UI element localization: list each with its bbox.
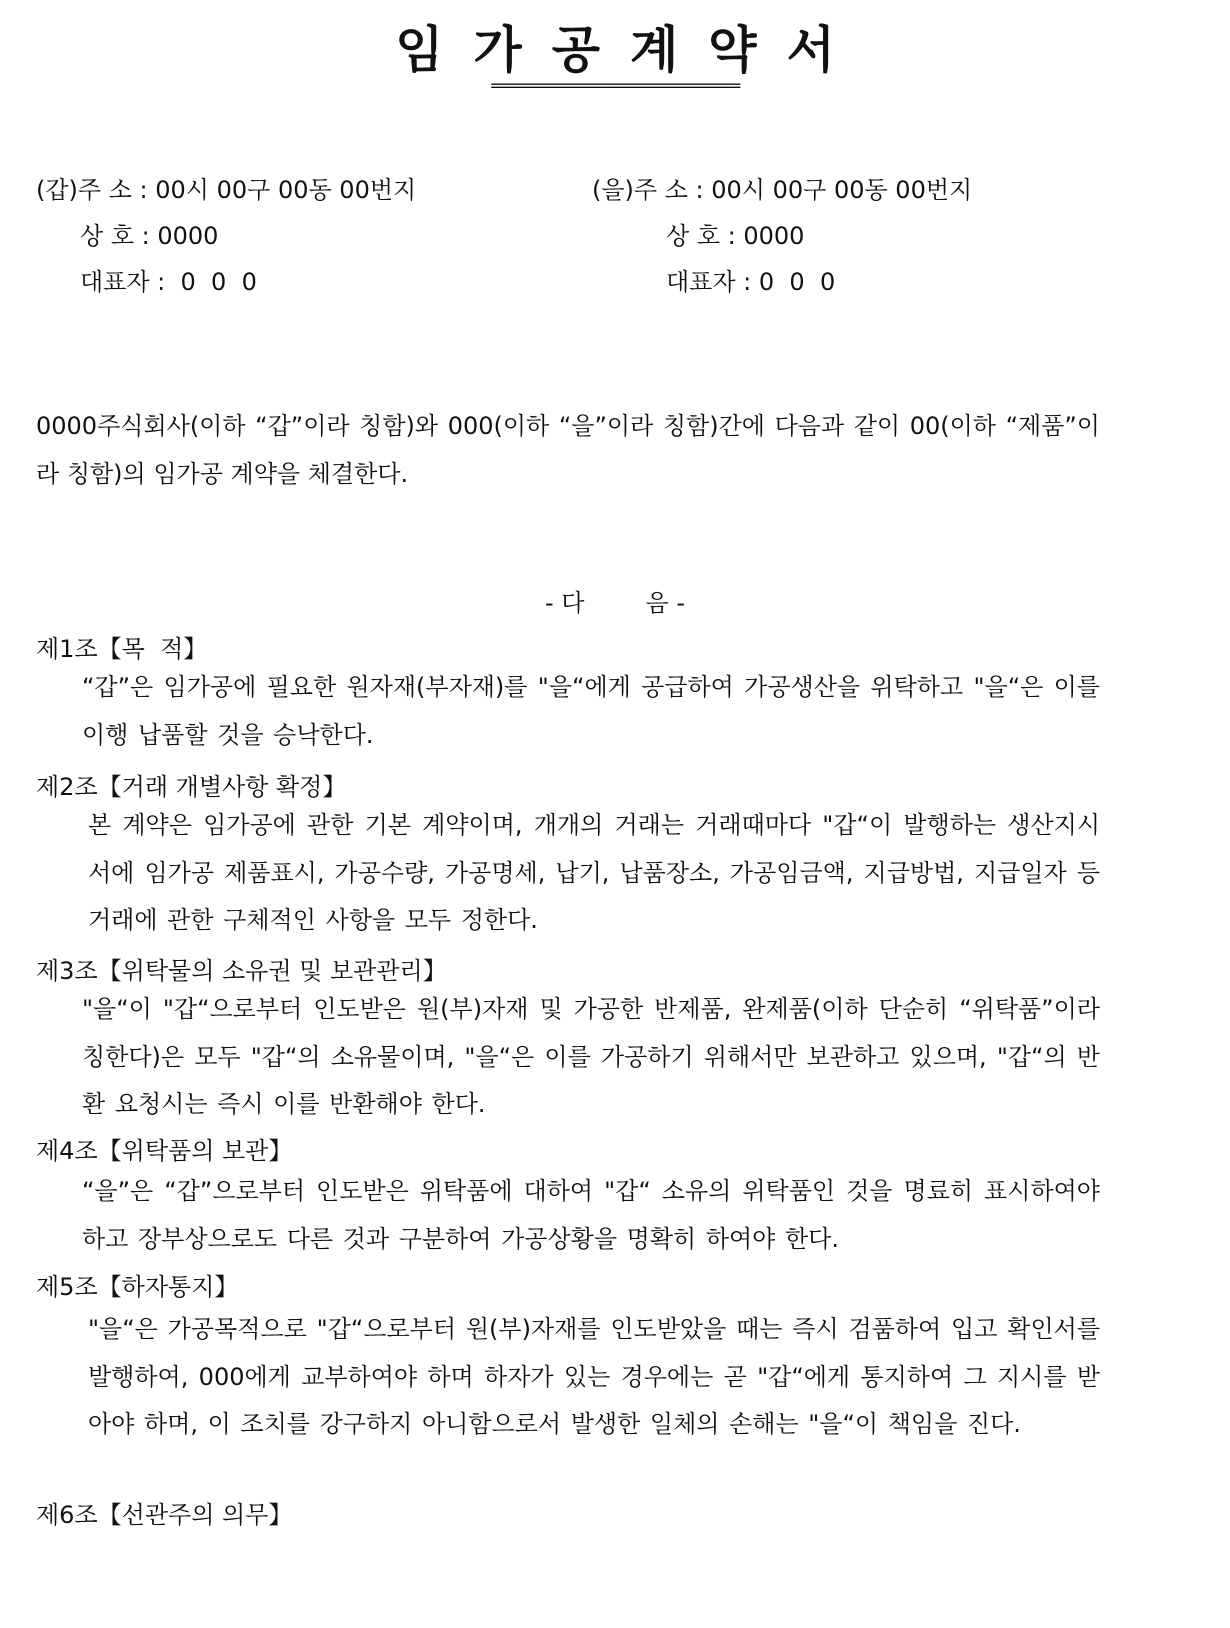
party-a-company: 상 호 : 0000 <box>80 222 219 250</box>
document-title: 임가공계약서 <box>395 21 865 79</box>
article-6-title: 제6조【선관주의 의무】 <box>36 1501 293 1529</box>
party-a-representative: 대표자 : 0 0 0 <box>80 268 257 296</box>
following-heading: - 다 음 - <box>545 589 685 617</box>
article-5-body: "을“은 가공목적으로 "갑“으로부터 원(부)자재를 인도받았을 때는 즉시 검품하여 입고 확인서를 발행하여, 000에게 교부하여야 하며 하자가 있는 경우에는 곧 "갑“에게 통지하여 그 지시를 받아야 하며, 이 조치를 강구하지 아니함으로서 발생한 일체의 손해는 "을“이 책임을 진다. <box>88 1315 1100 1438</box>
party-b-company: 상 호 : 0000 <box>666 222 805 250</box>
article-2-body: 본 계약은 임가공에 관한 기본 계약이며, 개개의 거래는 거래때마다 "갑“이 발행하는 생산지시서에 임가공 제품표시, 가공수량, 가공명세, 납기, 납품장소, 가공임금액, 지급방법, 지급일자 등 거래에 관한 구체적인 사항을 모두 정한다. <box>88 811 1100 934</box>
party-a-address: (갑)주 소 : 00시 00구 00동 00번지 <box>36 176 417 204</box>
article-4-body: “을”은 “갑”으로부터 인도받은 위탁품에 대하여 "갑“ 소유의 위탁품인 것을 명료히 표시하여야 하고 장부상으로도 다른 것과 구분하여 가공상황을 명확히 하여야 한다. <box>82 1177 1100 1253</box>
article-3-body: "을“이 "갑“으로부터 인도받은 원(부)자재 및 가공한 반제품, 완제품(이하 단순히 “위탁품”이라 칭한다)은 모두 "갑“의 소유물이며, "을“은 이를 가공하기 위해서만 보관하고 있으며, "갑“의 반환 요청시는 즉시 이를 반환해야 한다. <box>82 995 1100 1118</box>
article-5-title: 제5조【하자통지】 <box>36 1273 239 1301</box>
party-b-address: (을)주 소 : 00시 00구 00동 00번지 <box>592 176 973 204</box>
article-1-title: 제1조【목 적】 <box>36 635 208 663</box>
article-4-title: 제4조【위탁품의 보관】 <box>36 1137 293 1165</box>
article-1-body: “갑”은 임가공에 필요한 원자재(부자재)를 "을“에게 공급하여 가공생산을 위탁하고 "을“은 이를 이행 납품할 것을 승낙한다. <box>82 673 1100 749</box>
party-b-representative: 대표자 : 0 0 0 <box>666 268 836 296</box>
article-2-title: 제2조【거래 개별사항 확정】 <box>36 773 347 801</box>
article-3-title: 제3조【위탁물의 소유권 및 보관관리】 <box>36 957 447 985</box>
intro-paragraph: 0000주식회사(이하 “갑”이라 칭함)와 000(이하 “을”이라 칭함)간에 다음과 같이 00(이하 “제품”이라 칭함)의 임가공 계약을 체결한다. <box>36 412 1100 488</box>
title-underline: =============================== <box>490 76 740 95</box>
